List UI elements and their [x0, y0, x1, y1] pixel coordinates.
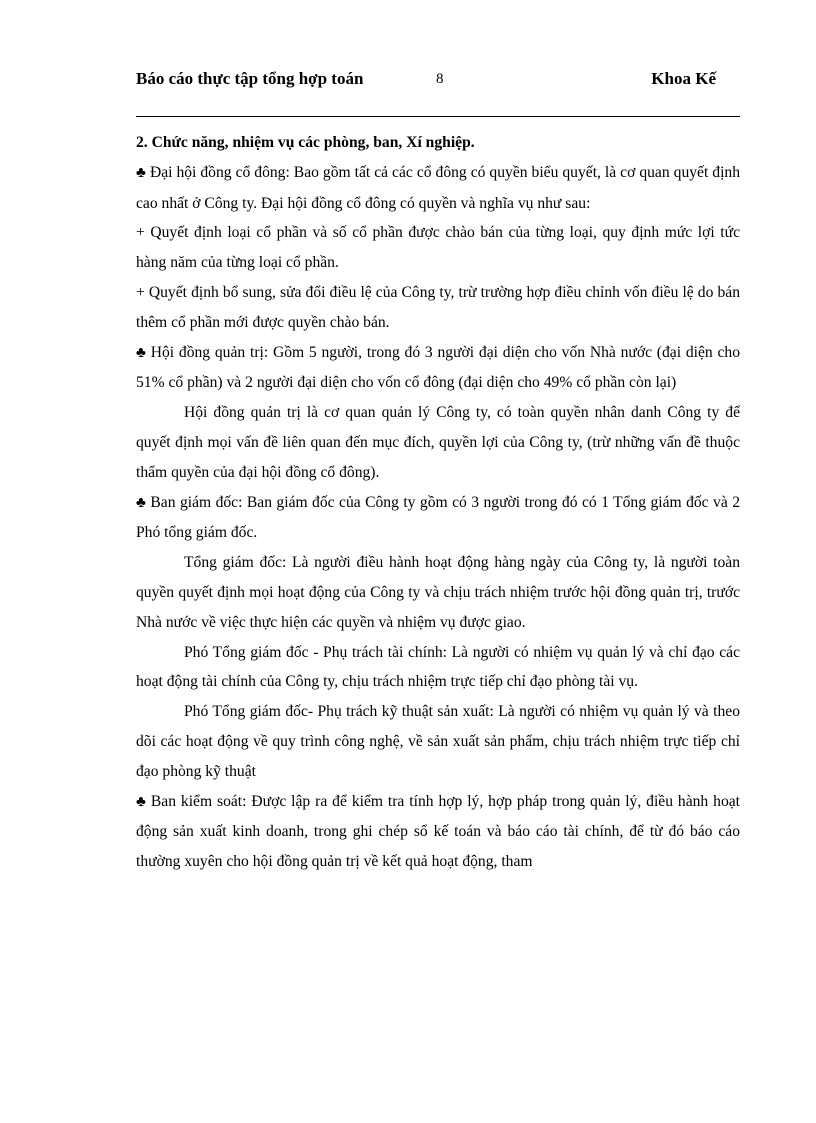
- header-department: Khoa Kế: [651, 69, 716, 88]
- paragraph-supervisory: [136, 787, 740, 877]
- club-bullet-icon: ♣: [136, 344, 147, 361]
- section-heading: 2. Chức năng, nhiệm vụ các phòng, ban, Xí nghiệp.: [136, 134, 475, 151]
- paragraph-text: Hội đồng quản trị: Gồm 5 người, trong đó 3 người đại diện cho vốn Nhà nước (đại diện cho 51% cổ phần) và 2 người đại diện cho vốn cổ đông (đại diện cho 49% cổ phần còn lại): [136, 343, 740, 392]
- page-number: 8: [436, 71, 444, 87]
- club-bullet-icon: ♣: [136, 164, 146, 181]
- paragraph-board-role: Hội đồng quản trị là cơ quan quản lý Công ty, có toàn quyền nhân danh Công ty để quyết định mọi vấn đề liên quan đến mục đích, quyền lợi của Công ty, (trừ những vấn đề thuộc thẩm quyền của đại hội đồng cổ đông).: [136, 404, 740, 481]
- paragraph-text: Đại hội đồng cổ đông: Bao gồm tất cả các cổ đông có quyền biểu quyết, là cơ quan quyết định cao nhất ở Công ty. Đại hội đồng cổ đông có quyền và nghĩa vụ như sau:: [136, 163, 741, 212]
- paragraph-text: Ban kiểm soát: Được lập ra để kiểm tra tính hợp lý, hợp pháp trong quản lý, điều hành hoạt động sản xuất kinh doanh, trong ghi chép sổ kế toán và báo cáo tài chính, để từ đó báo cáo thường xuyên cho hội đồng quản trị về kết quả hoạt động, tham: [136, 792, 740, 871]
- club-bullet-icon: ♣: [136, 494, 147, 511]
- paragraph-deputy-finance: Phó Tổng giám đốc - Phụ trách tài chính: Là người có nhiệm vụ quản lý và chỉ đạo các hoạt động tài chính của Công ty, chịu trách nhiệm trực tiếp chỉ đạo phòng tài vụ.: [136, 643, 740, 691]
- paragraph-general-director: Tổng giám đốc: Là người điều hành hoạt động hàng ngày của Công ty, là người toàn quyền quyết định mọi hoạt động của Công ty và chịu trách nhiệm trước hội đồng quản trị, trước Nhà nước về việc thực hiện các quyền và nhiệm vụ được giao.: [136, 554, 740, 631]
- club-bullet-icon: ♣: [136, 793, 147, 810]
- page-header: [136, 68, 740, 117]
- paragraph-text: Ban giám đốc: Ban giám đốc của Công ty gồm có 3 người trong đó có 1 Tổng giám đốc và 2 Phó tổng giám đốc.: [136, 493, 740, 542]
- document-body: [136, 128, 740, 877]
- paragraph-directors: [136, 488, 740, 549]
- paragraph-charter-amendment: + Quyết định bổ sung, sửa đổi điều lệ của Công ty, trừ trường hợp điều chỉnh vốn điều lệ do bán thêm cổ phần mới được quyền chào bán.: [136, 283, 740, 331]
- paragraph-board: [136, 338, 740, 399]
- header-title: Báo cáo thực tập tổng hợp toán: [136, 69, 364, 88]
- paragraph-general-meeting: [136, 158, 740, 219]
- paragraph-deputy-technical: Phó Tổng giám đốc- Phụ trách kỹ thuật sản xuất: Là người có nhiệm vụ quản lý và theo dõi các hoạt động về quy trình công nghệ, về sản xuất sản phẩm, chịu trách nhiệm trực tiếp chỉ đạo phòng kỹ thuật: [136, 703, 740, 780]
- paragraph-share-decision: + Quyết định loại cổ phần và số cổ phần được chào bán của từng loại, quy định mức lợi tức hàng năm của từng loại cổ phần.: [136, 224, 740, 272]
